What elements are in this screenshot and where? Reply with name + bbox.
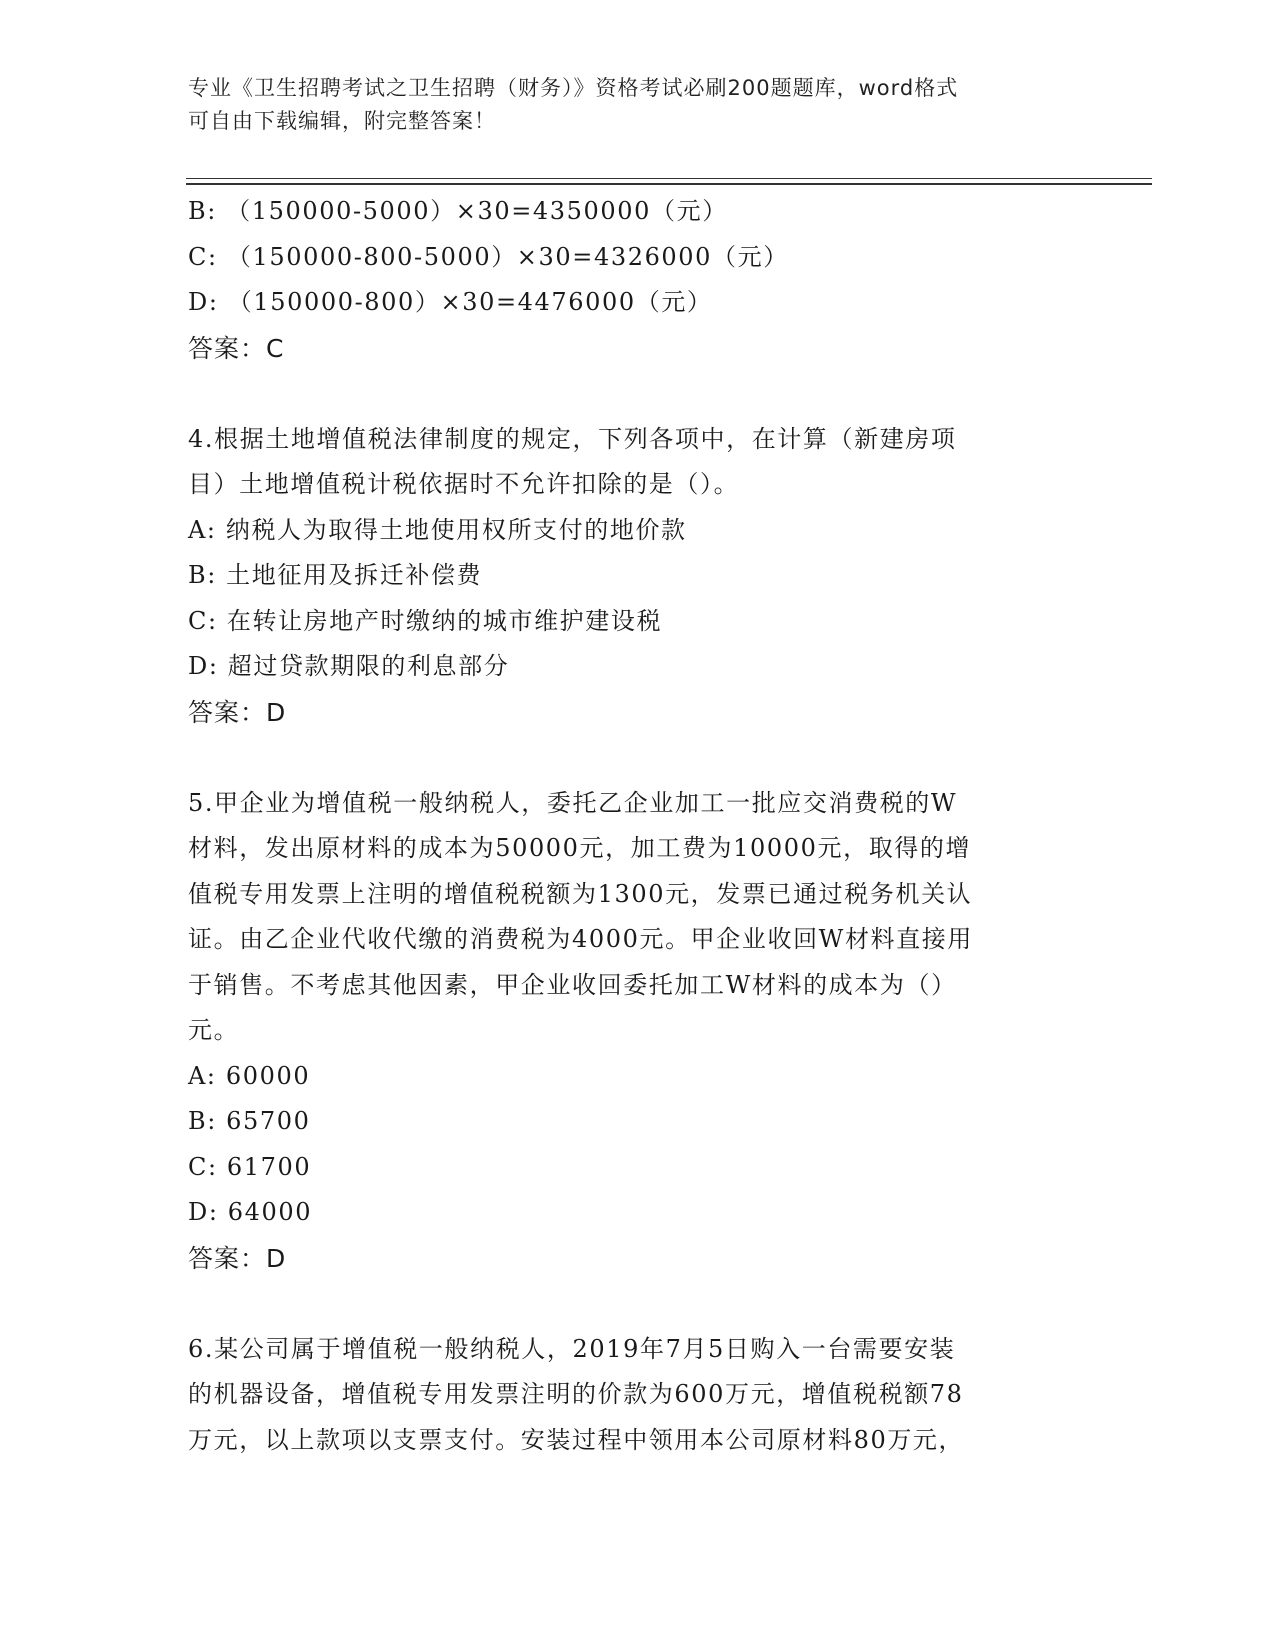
question-5-text-line-5: 于销售。不考虑其他因素，甲企业收回委托加工W材料的成本为（）: [188, 970, 957, 999]
header-line-2: 可自由下载编辑，附完整答案！: [188, 109, 496, 133]
question-5: [188, 781, 1078, 1282]
option-a: A: 纳税人为取得土地使用权所支付的地价款: [188, 515, 687, 544]
question-4-text-line-2: 目）土地增值税计税依据时不允许扣除的是（）。: [188, 470, 740, 498]
question-6-text-line-2: 的机器设备，增值税专用发票注明的价款为600万元，增值税税额78: [188, 1380, 964, 1408]
answer-label: 答案：D: [188, 697, 287, 727]
spacer: [188, 735, 1078, 781]
question-6: [188, 1327, 1078, 1464]
question-5-text-line-2: 材料，发出原材料的成本为50000元，加工费为10000元，取得的增: [188, 834, 972, 862]
option-d: D: 超过贷款期限的利息部分: [188, 652, 510, 680]
header-divider-thin: [186, 178, 1152, 179]
question-3-continued: [188, 189, 1078, 371]
question-4: [188, 417, 1078, 736]
option-c: C: 61700: [188, 1152, 312, 1181]
header-divider-thick: [186, 183, 1152, 185]
option-b: B: 65700: [188, 1107, 311, 1135]
question-4-text-line-1: 4.根据土地增值税法律制度的规定，下列各项中，在计算（新建房项: [188, 424, 957, 453]
option-a: A: 60000: [188, 1061, 311, 1090]
option-c: C: 在转让房地产时缴纳的城市维护建设税: [188, 606, 663, 635]
question-content: [188, 189, 1078, 1463]
header-line-1: 专业《卫生招聘考试之卫生招聘（财务）》资格考试必刷200题题库，word格式: [188, 76, 959, 100]
question-5-text-line-1: 5.甲企业为增值税一般纳税人，委托乙企业加工一批应交消费税的W: [188, 788, 958, 817]
question-5-text-line-4: 证。由乙企业代收代缴的消费税为4000元。甲企业收回W材料直接用: [188, 925, 973, 953]
option-d: D: 64000: [188, 1198, 313, 1226]
question-5-text-line-6: 元。: [188, 1016, 240, 1044]
option-d: D: （150000-800）×30=4476000（元）: [188, 288, 713, 316]
question-6-text-line-1: 6.某公司属于增值税一般纳税人，2019年7月5日购入一台需要安装: [188, 1334, 956, 1363]
spacer: [188, 371, 1078, 417]
option-b: B: （150000-5000）×30=4350000（元）: [188, 197, 728, 225]
page-header: [188, 72, 1068, 138]
answer-label: 答案：D: [188, 1243, 287, 1273]
question-6-text-line-3: 万元，以上款项以支票支付。安装过程中领用本公司原材料80万元，: [188, 1425, 965, 1454]
answer-label: 答案：C: [188, 333, 285, 363]
option-b: B: 土地征用及拆迁补偿费: [188, 561, 483, 589]
question-5-text-line-3: 值税专用发票上注明的增值税税额为1300元，发票已通过税务机关认: [188, 879, 973, 908]
spacer: [188, 1281, 1078, 1327]
option-c: C: （150000-800-5000）×30=4326000（元）: [188, 242, 789, 271]
